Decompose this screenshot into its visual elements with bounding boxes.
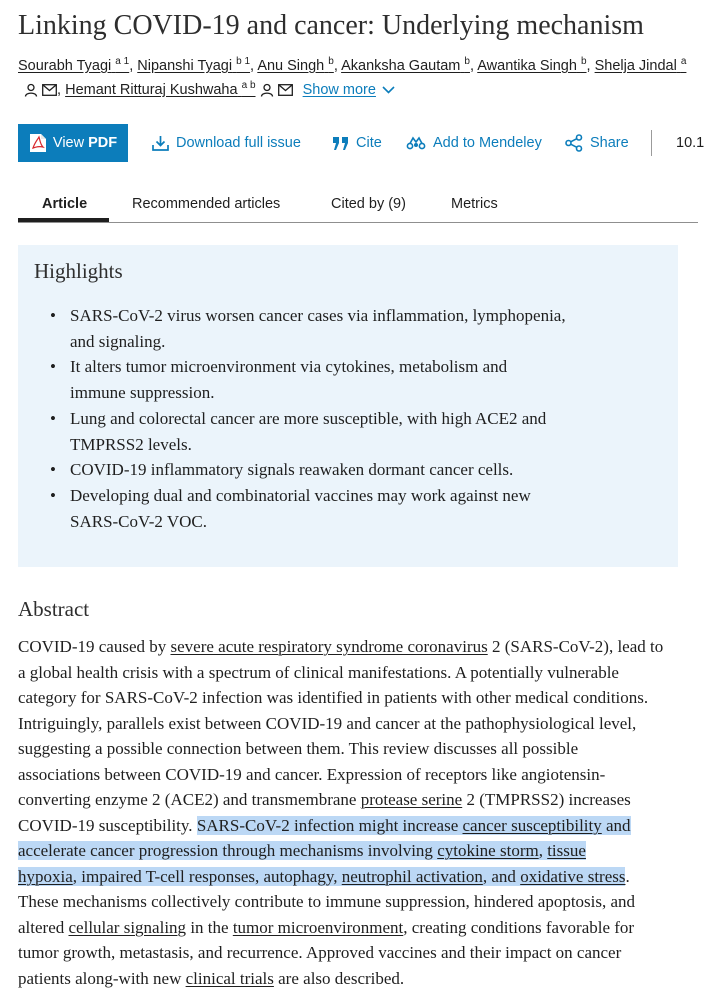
share-button[interactable]: Share — [565, 124, 629, 162]
article-title: Linking COVID-19 and cancer: Underlying mechanism — [18, 10, 644, 41]
tab-cited-by[interactable]: Cited by (9) — [331, 196, 406, 212]
highlights-list — [70, 303, 600, 534]
glossary-link[interactable]: oxidative stress — [520, 866, 626, 886]
author-link[interactable]: Shelja Jindal $^a$ — [594, 56, 687, 74]
author-link[interactable]: Anu Singh $^b$ — [257, 56, 334, 74]
glossary-link[interactable]: hypoxia — [18, 866, 73, 886]
glossary-link[interactable]: clinical trials — [185, 968, 274, 988]
tab-metrics[interactable]: Metrics — [451, 196, 498, 212]
glossary-link[interactable]: protease serine — [360, 790, 463, 809]
doi-link[interactable]: 10.1 — [676, 135, 705, 151]
tab-recommended-articles[interactable]: Recommended articles — [132, 196, 281, 212]
person-icon[interactable] — [24, 83, 38, 97]
glossary-link[interactable]: neutrophil activation — [341, 866, 483, 886]
author-link[interactable]: Akanksha Gautam $^b$ — [341, 56, 470, 74]
highlight-item: • Developing dual and combinatorial vaccines may work against new SARS-CoV-2 VOC. — [70, 483, 600, 534]
author-link[interactable]: Sourabh Tyagi $^{a 1}$ — [18, 56, 130, 74]
highlight-item: • It alters tumor microenvironment via cytokines, metabolism and immune suppression. — [70, 354, 600, 405]
text-selection: accelerate cancer progression through mechanisms involving cytokine storm, tissue — [18, 841, 586, 860]
envelope-icon[interactable] — [42, 84, 57, 96]
pdf-icon — [29, 133, 47, 153]
article-tabs — [18, 190, 698, 223]
download-icon — [152, 135, 169, 151]
highlight-item: • COVID-19 inflammatory signals reawaken dormant cancer cells. — [70, 457, 600, 483]
mendeley-icon — [406, 136, 426, 150]
author-link[interactable]: Awantika Singh $^b$ — [477, 56, 587, 74]
abstract-body: COVID-19 caused by severe acute respiratory syndrome coronavirus 2 (SARS-CoV-2), lead to a global health crisis with a spectrum of clinical manifestations. A potentially vulnerable category for SARS-CoV-2 infection was identified in patients with other medical conditions. Intriguingly, parallels exist between COVID-19 and cancer at the pathophysiological level, suggesting a possible connection between them. This review discusses all possible associations between COVID-19 and cancer. Expression of receptors like angiotensin- converting enzyme 2 (ACE2) and transmembrane protease serine 2 (TMPRSS2) increases COVID-19 susceptibility. SARS-CoV-2 infection might increase cancer susceptibility and accelerate cancer progression through mechanisms involving cytokine storm, tissue hypoxia, impaired T-cell responses, autophagy, neutrophil activation, and oxidative stress. These mechanisms collectively contribute to immune suppression, hindered apoptosis, and altered cellular signaling in the tumor microenvironment, creating conditions favorable for tumor growth, metastasis, and recurrence. Approved vaccines and their impact on cancer patients along-with new clinical trials are also described. — [18, 637, 664, 988]
view-pdf-button[interactable] — [18, 124, 128, 162]
author-link[interactable]: Nipanshi Tyagi $^{b 1}$ — [137, 56, 251, 74]
highlight-item: • SARS-CoV-2 virus worsen cancer cases via inflammation, lymphopenia, and signaling. — [70, 303, 600, 354]
glossary-link[interactable]: cellular signaling — [68, 917, 187, 937]
article-toolbar — [18, 124, 718, 162]
tab-article[interactable]: Article — [42, 196, 88, 212]
download-issue-button[interactable]: Download full issue — [152, 124, 301, 162]
envelope-icon[interactable] — [278, 84, 293, 96]
text-selection: hypoxia, impaired T-cell responses, autophagy, neutrophil activation, and oxidative stress — [18, 866, 626, 886]
highlights-panel — [18, 245, 678, 567]
quote-icon — [332, 136, 349, 151]
person-icon[interactable] — [260, 83, 274, 97]
pdf-label: PDF — [88, 135, 118, 151]
cite-button[interactable]: Cite — [332, 124, 382, 162]
chevron-down-icon[interactable] — [382, 86, 395, 94]
toolbar-divider — [651, 130, 652, 156]
add-to-mendeley-button[interactable]: Add to Mendeley — [406, 124, 542, 162]
author-link[interactable]: Hemant Ritturaj Kushwaha $^{a b}$ — [65, 80, 256, 98]
glossary-link[interactable]: cytokine storm — [437, 841, 539, 860]
glossary-link[interactable]: tumor microenvironment — [232, 917, 404, 937]
text-selection: SARS-CoV-2 infection might increase cancer susceptibility and — [196, 815, 631, 835]
show-more-link[interactable]: Show more — [302, 82, 376, 98]
highlights-title: Highlights — [34, 259, 123, 283]
highlight-item: • Lung and colorectal cancer are more susceptible, with high ACE2 and TMPRSS2 levels. — [70, 406, 600, 457]
author-list: Sourabh Tyagi $^{a 1}$, Nipanshi Tyagi $^{b 1}$, Anu Singh $^b$, Akanksha Gautam $^b$, Awantika Singh $^b$, Shelja Jindal $^a$ , Hemant Ritturaj Kushwaha $^{a b}$ Show more — [18, 56, 687, 98]
share-icon — [565, 134, 583, 152]
glossary-link[interactable]: severe acute respiratory syndrome coronavirus — [170, 637, 488, 656]
abstract-title: Abstract — [18, 597, 90, 621]
glossary-link[interactable]: tissue — [547, 841, 586, 860]
glossary-link[interactable]: cancer susceptibility — [462, 815, 602, 835]
active-tab-indicator — [18, 218, 109, 222]
view-label: View — [52, 135, 85, 151]
